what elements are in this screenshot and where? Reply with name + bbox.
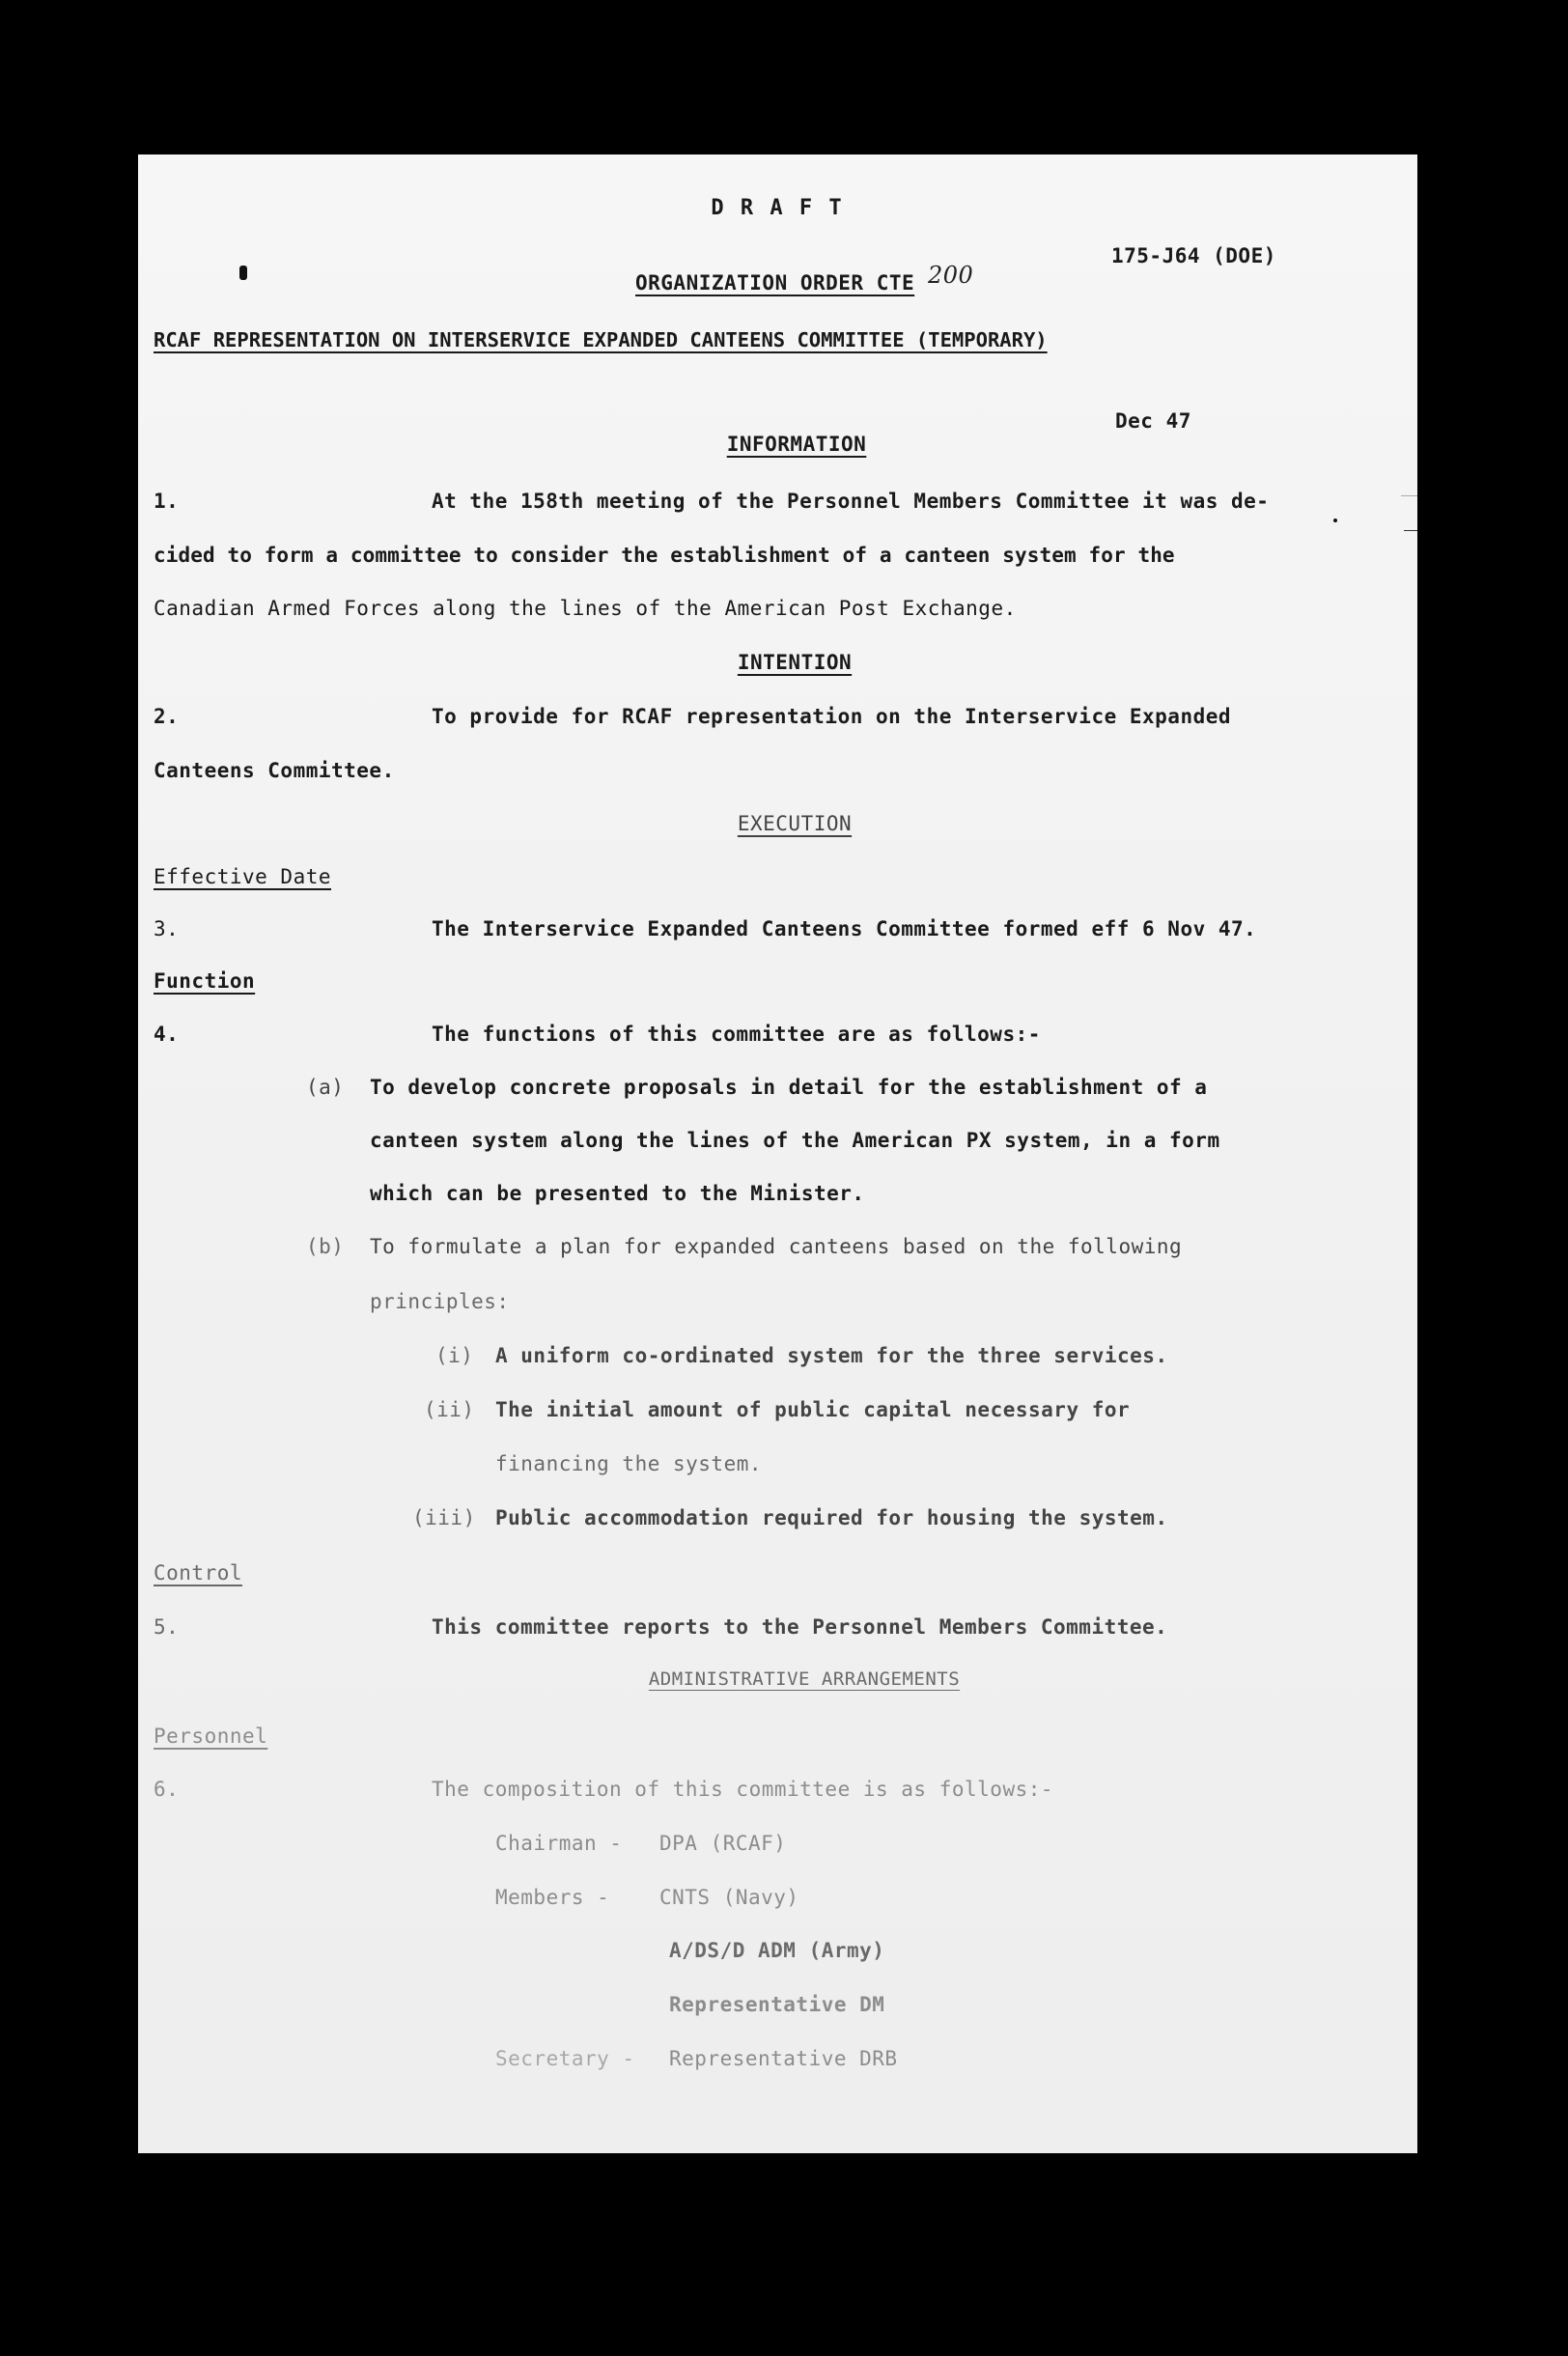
para-1-number: 1. (154, 490, 180, 513)
members-label: Members - (495, 1886, 610, 1909)
personnel-subheading: Personnel (154, 1725, 268, 1748)
item-b-ii-line-1: The initial amount of public capital necessary for (495, 1398, 1131, 1421)
para-6-line-1: The composition of this committee is as follows:- (432, 1778, 1054, 1801)
chairman-value: DPA (RCAF) (659, 1832, 787, 1855)
item-a-line-2: canteen system along the lines of the American PX system, in a form (370, 1129, 1220, 1152)
member-2: A/DS/D ADM (Army) (669, 1939, 885, 1962)
execution-heading: EXECUTION (737, 812, 853, 835)
margin-tick (1404, 530, 1417, 531)
margin-tick (1401, 495, 1417, 496)
function-subheading: Function (154, 969, 256, 993)
item-a-line-3: which can be presented to the Minister. (370, 1182, 865, 1205)
item-b-ii-line-2: financing the system. (495, 1452, 763, 1475)
control-subheading: Control (154, 1561, 243, 1585)
item-b-label: (b) (306, 1235, 345, 1258)
order-date: Dec 47 (1115, 409, 1191, 433)
margin-dot (1333, 519, 1337, 522)
para-5-number: 5. (154, 1615, 180, 1639)
para-2-line-2: Canteens Committee. (154, 759, 395, 782)
item-b-line-2: principles: (370, 1290, 510, 1313)
para-6-number: 6. (154, 1778, 180, 1801)
item-a-label: (a) (306, 1076, 345, 1099)
para-1-line-1: At the 158th meeting of the Personnel Members Committee it was de- (432, 490, 1270, 513)
draft-label: D R A F T (711, 196, 844, 220)
item-b-ii-label: (ii) (424, 1398, 475, 1421)
member-1: CNTS (Navy) (659, 1886, 799, 1909)
item-b-i-label: (i) (435, 1344, 474, 1367)
para-2-number: 2. (154, 705, 180, 728)
para-1-line-3: Canadian Armed Forces along the lines of the American Post Exchange. (154, 597, 1017, 620)
document-page (138, 154, 1417, 2153)
member-3: Representative DM (669, 1993, 885, 2016)
para-4-number: 4. (154, 1023, 180, 1046)
order-title: ORGANIZATION ORDER CTE (635, 271, 915, 294)
para-2-line-1: To provide for RCAF representation on the Interservice Expanded (432, 705, 1232, 728)
intention-heading: INTENTION (737, 651, 853, 674)
item-b-iii-text: Public accommodation required for housing the system. (495, 1506, 1168, 1529)
para-1-line-2: cided to form a committee to consider the establishment of a canteen system for the (154, 544, 1175, 567)
subject-title: RCAF REPRESENTATION ON INTERSERVICE EXPANDED CANTEENS COMMITTEE (TEMPORARY) (154, 328, 1048, 351)
item-a-line-1: To develop concrete proposals in detail for the establishment of a (370, 1076, 1208, 1099)
para-5-line-1: This committee reports to the Personnel Members Committee. (432, 1615, 1168, 1639)
order-number-handwritten: 200 (928, 262, 974, 289)
punch-mark (239, 266, 247, 280)
information-heading: INFORMATION (726, 433, 867, 456)
item-b-iii-label: (iii) (412, 1506, 476, 1529)
item-b-i-text: A uniform co-ordinated system for the three services. (495, 1344, 1168, 1367)
secretary-value: Representative DRB (669, 2047, 898, 2070)
para-3-number: 3. (154, 917, 180, 940)
effective-date-subheading: Effective Date (154, 865, 332, 888)
chairman-label: Chairman - (495, 1832, 623, 1855)
item-b-line-1: To formulate a plan for expanded canteens based on the following (370, 1235, 1183, 1258)
file-reference: 175-J64 (DOE) (1111, 244, 1276, 267)
para-3-line-1: The Interservice Expanded Canteens Committee formed eff 6 Nov 47. (432, 917, 1257, 940)
admin-heading: ADMINISTRATIVE ARRANGEMENTS (648, 1669, 961, 1690)
para-4-line-1: The functions of this committee are as follows:- (432, 1023, 1041, 1046)
secretary-label: Secretary - (495, 2047, 635, 2070)
